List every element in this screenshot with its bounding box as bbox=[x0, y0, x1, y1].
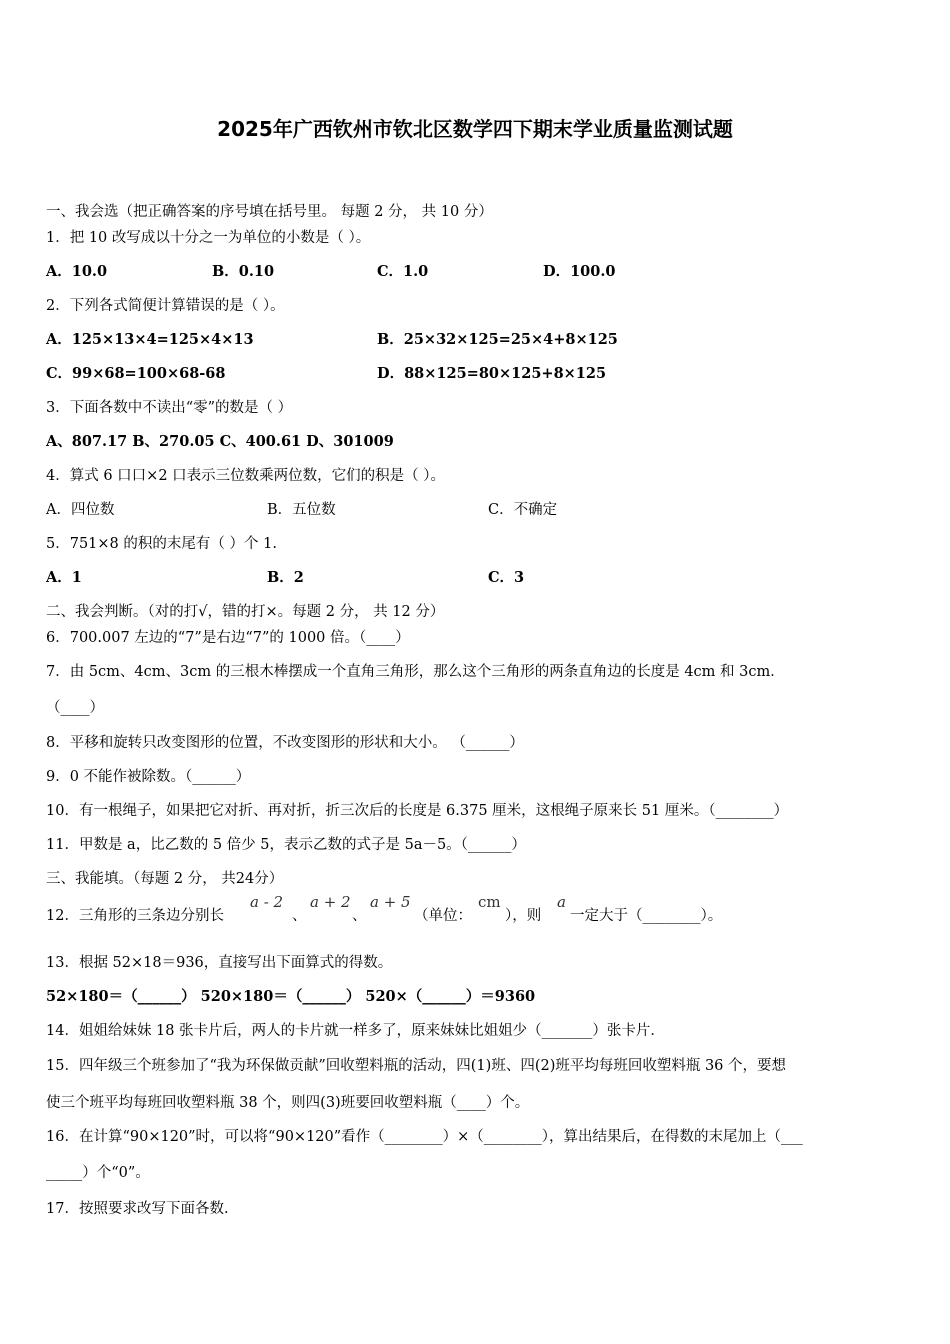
question-16-line-1: 16．在计算“90×120”时，可以将“90×120”看作（________）×（________），算出结果后，在得数的末尾加上（___ bbox=[46, 1129, 803, 1145]
question-12-expression-3: a + 5 bbox=[370, 893, 411, 911]
question-4-stem: 4．算式 6 口口×2 口表示三位数乘两位数，它们的积是（ ）。 bbox=[46, 468, 446, 484]
question-14: 14．姐姐给妹妹 18 张卡片后，两人的卡片就一样多了，原来妹妹比姐姐少（_______）张卡片． bbox=[46, 1023, 665, 1039]
question-1-option-c: C．1.0 bbox=[377, 263, 429, 280]
question-5-option-b: B．2 bbox=[267, 569, 304, 586]
question-12-separator-1: 、 bbox=[292, 908, 307, 924]
question-16-line-2: _____）个“0”。 bbox=[46, 1165, 150, 1181]
question-12-suffix: 一定大于（________）。 bbox=[570, 908, 723, 924]
question-5-option-c: C．3 bbox=[488, 569, 525, 586]
question-1-option-d: D．100.0 bbox=[543, 263, 616, 280]
question-9: 9．0 不能作被除数。（______） bbox=[46, 769, 251, 785]
question-2-option-d: D．88×125=80×125+8×125 bbox=[377, 365, 607, 382]
question-15-line-2: 使三个班平均每班回收塑料瓶 38 个，则四(3)班要回收塑料瓶（____）个。 bbox=[46, 1095, 530, 1111]
question-2-option-c: C．99×68=100×68-68 bbox=[46, 365, 226, 382]
question-1-option-a: A．10.0 bbox=[46, 263, 108, 280]
question-12-expression-2: a + 2 bbox=[310, 893, 351, 911]
question-3-stem: 3．下面各数中不读出“零”的数是（ ） bbox=[46, 400, 293, 416]
section-3-heading: 三、我能填。（每题 2 分， 共24分） bbox=[46, 871, 284, 887]
question-12-unit-prefix: （单位： bbox=[414, 908, 472, 924]
question-1-option-b: B．0.10 bbox=[212, 263, 275, 280]
question-13-stem: 13．根据 52×18＝936，直接写出下面算式的得数。 bbox=[46, 955, 393, 971]
question-17: 17．按照要求改写下面各数. bbox=[46, 1201, 229, 1217]
question-4-option-c: C．不确定 bbox=[488, 502, 558, 518]
question-4-option-a: A．四位数 bbox=[46, 502, 115, 518]
question-3-options: A、807.17 B、270.05 C、400.61 D、301009 bbox=[46, 433, 394, 450]
section-2-heading: 二、我会判断。（对的打√，错的打×。每题 2 分， 共 12 分） bbox=[46, 604, 445, 620]
question-12-prefix: 12．三角形的三条边分别长 bbox=[46, 908, 224, 924]
question-5-stem: 5．751×8 的积的末尾有（ ）个 1. bbox=[46, 536, 277, 552]
question-8: 8．平移和旋转只改变图形的位置，不改变图形的形状和大小。 （______） bbox=[46, 735, 524, 751]
question-4-option-b: B．五位数 bbox=[267, 502, 336, 518]
question-2-option-b: B．25×32×125=25×4+8×125 bbox=[377, 331, 618, 348]
question-12-expression-1: a - 2 bbox=[250, 893, 284, 911]
question-2-stem: 2．下列各式简便计算错误的是（ ）。 bbox=[46, 298, 285, 314]
question-1-stem: 1．把 10 改写成以十分之一为单位的小数是（ ）。 bbox=[46, 230, 371, 246]
question-6: 6．700.007 左边的“7”是右边“7”的 1000 倍。（____） bbox=[46, 630, 410, 646]
question-12-middle: ），则 bbox=[505, 908, 542, 924]
section-1-heading: 一、我会选（把正确答案的序号填在括号里。 每题 2 分， 共 10 分） bbox=[46, 204, 493, 220]
question-10: 10．有一根绳子，如果把它对折、再对折，折三次后的长度是 6.375 厘米，这根绳子原来长 51 厘米。（________） bbox=[46, 803, 789, 819]
page-title: 2025年广西钦州市钦北区数学四下期末学业质量监测试题 bbox=[217, 117, 733, 141]
question-13-items: 52×180＝（______） 520×180＝（______） 520×（______）＝9360 bbox=[46, 988, 536, 1005]
question-7-line-1: 7．由 5cm、4cm、3cm 的三根木棒摆成一个直角三角形，那么这个三角形的两条直角边的长度是 4cm 和 3cm． bbox=[46, 664, 785, 680]
question-15-line-1: 15．四年级三个班参加了“我为环保做贡献”回收塑料瓶的活动，四(1)班、四(2)班平均每班回收塑料瓶 36 个，要想 bbox=[46, 1058, 787, 1074]
question-7-line-2: （____） bbox=[46, 700, 104, 716]
question-11: 11．甲数是 a，比乙数的 5 倍少 5，表示乙数的式子是 5a－5。（______） bbox=[46, 837, 526, 853]
question-12-separator-2: 、 bbox=[352, 908, 367, 924]
question-5-option-a: A．1 bbox=[46, 569, 82, 586]
question-12-variable: a bbox=[557, 893, 566, 911]
question-12-unit: cm bbox=[478, 893, 501, 911]
question-2-option-a: A．125×13×4=125×4×13 bbox=[46, 331, 254, 348]
